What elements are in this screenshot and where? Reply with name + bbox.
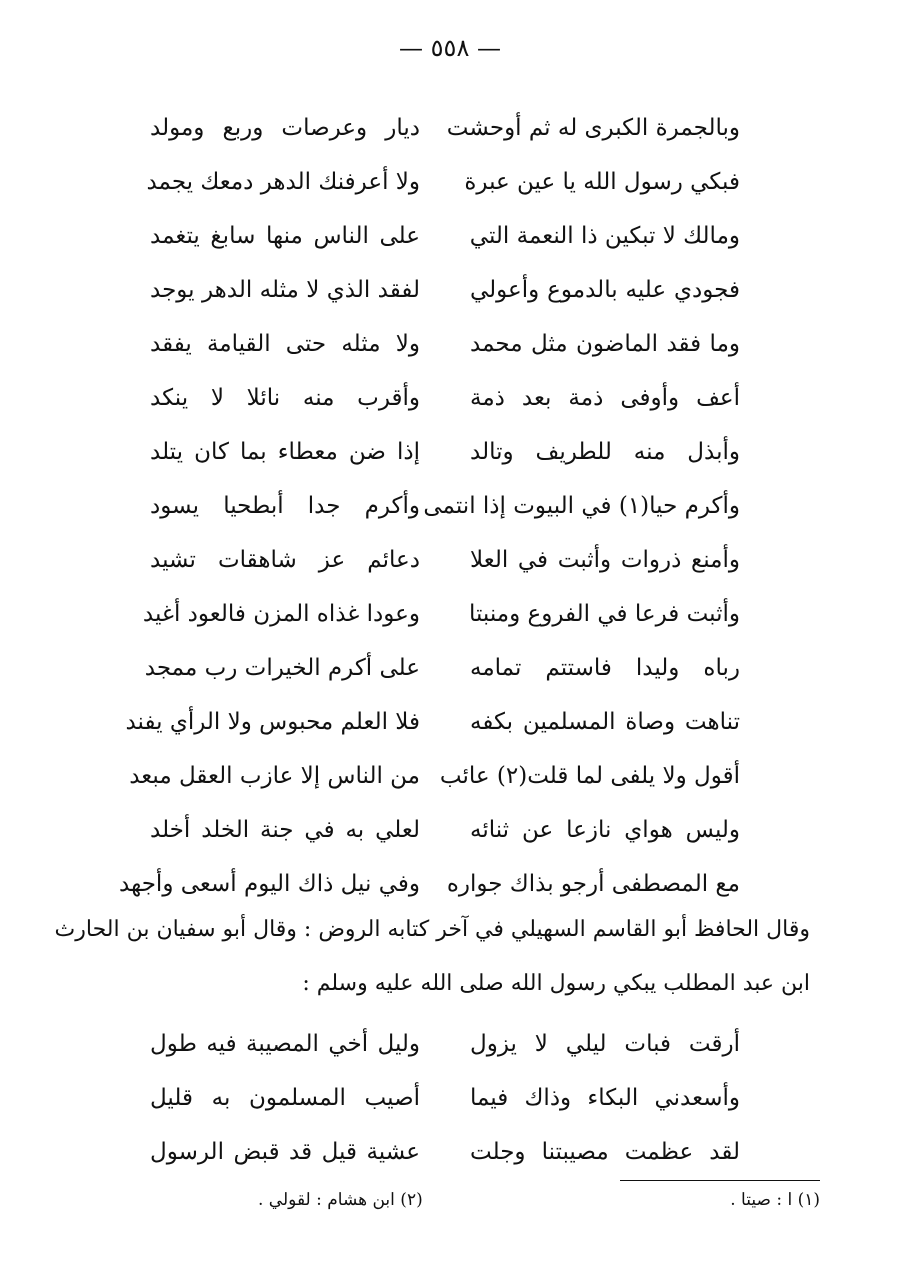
verse-second-hemistich: لعلي به في جنة الخلد أخلد <box>150 817 420 843</box>
verse <box>150 1022 740 1066</box>
verse-second-hemistich: من الناس إلا عازب العقل مبعد <box>129 763 420 789</box>
verse-first-hemistich: وأبذل منه للطريف وتالد <box>470 439 740 465</box>
verse-first-hemistich: تناهت وصاة المسلمين بكفه <box>470 709 740 735</box>
verse-first-hemistich: أرقت فبات ليلي لا يزول <box>470 1031 740 1057</box>
verse-second-hemistich: عشية قيل قد قبض الرسول <box>150 1139 420 1165</box>
verse-second-hemistich: على أكرم الخيرات رب ممجد <box>144 655 420 681</box>
verse <box>125 700 740 744</box>
verse-first-hemistich: ومالك لا تبكين ذا النعمة التي <box>469 223 740 249</box>
verse-second-hemistich: ولا أعرفنك الدهر دمعك يجمد <box>146 169 420 195</box>
verse-second-hemistich: فلا العلم محبوس ولا الرأي يفند <box>125 709 420 735</box>
verse <box>150 1130 740 1174</box>
verse <box>150 808 740 852</box>
verse-first-hemistich: وبالجمرة الكبرى له ثم أوحشت <box>446 115 740 141</box>
verse <box>150 538 740 582</box>
verse-first-hemistich: وأثبت فرعا في الفروع ومنبتا <box>468 601 740 627</box>
verse-second-hemistich: وأكرم جدا أبطحيا يسود <box>150 493 420 519</box>
verse-first-hemistich: لقد عظمت مصيبتنا وجلت <box>470 1139 740 1165</box>
verse <box>150 322 740 366</box>
verse-first-hemistich: رباه وليدا فاستتم تمامه <box>470 655 740 681</box>
verse <box>144 646 740 690</box>
verse-first-hemistich: وأمنع ذروات وأثبت في العلا <box>470 547 740 573</box>
footnote-2: (٢) ابن هشام : لقولي . <box>258 1190 423 1210</box>
verse <box>150 1076 740 1120</box>
verse-second-hemistich: وفي نيل ذاك اليوم أسعى وأجهد <box>119 871 420 897</box>
verse-second-hemistich: دعائم عز شاهقات تشيد <box>150 547 420 573</box>
verse-second-hemistich: لفقد الذي لا مثله الدهر يوجد <box>150 277 420 303</box>
verse-second-hemistich: وأقرب منه نائلا لا ينكد <box>150 385 420 411</box>
verse <box>150 268 740 312</box>
verse-second-hemistich: وعودا غذاه المزن فالعود أغيد <box>142 601 420 627</box>
footnote-separator <box>620 1180 820 1181</box>
prose-line: ابن عبد المطلب يبكي رسول الله صلى الله عليه وسلم : <box>302 971 810 996</box>
verse-first-hemistich: وأكرم حيا(١) في البيوت إذا انتمى <box>423 493 740 519</box>
verse <box>119 862 740 906</box>
verse <box>129 754 740 798</box>
verse-second-hemistich: إذا ضن معطاء بما كان يتلد <box>150 439 420 465</box>
verse <box>150 214 740 258</box>
verse <box>150 430 740 474</box>
verse-second-hemistich: ولا مثله حتى القيامة يفقد <box>150 331 420 357</box>
verse <box>146 160 740 204</box>
verse <box>150 376 740 420</box>
verse-second-hemistich: وليل أخي المصيبة فيه طول <box>150 1031 420 1057</box>
verse-second-hemistich: ديار وعرصات وربع ومولد <box>150 115 420 141</box>
footnote-1: (١) ا : صيتا . <box>730 1190 820 1210</box>
verse <box>142 592 740 636</box>
verse-first-hemistich: فبكي رسول الله يا عين عبرة <box>464 169 740 195</box>
verse-first-hemistich: فجودي عليه بالدموع وأعولي <box>470 277 740 303</box>
page-number: — ٥٥٨ — <box>399 34 501 62</box>
verse-first-hemistich: أقول ولا يلفى لما قلت(٢) عائب <box>439 763 740 789</box>
verse-first-hemistich: أعف وأوفى ذمة بعد ذمة <box>470 385 740 411</box>
verse <box>150 106 740 150</box>
verse-first-hemistich: وأسعدني البكاء وذاك فيما <box>470 1085 740 1111</box>
verse-second-hemistich: أصيب المسلمون به قليل <box>150 1085 420 1111</box>
verse-second-hemistich: على الناس منها سابغ يتغمد <box>150 223 420 249</box>
verse <box>150 484 740 528</box>
verse-first-hemistich: مع المصطفى أرجو بذاك جواره <box>446 871 740 897</box>
verse-first-hemistich: وما فقد الماضون مثل محمد <box>470 331 740 357</box>
verse-first-hemistich: وليس هواي نازعا عن ثنائه <box>470 817 740 843</box>
prose-line: وقال الحافظ أبو القاسم السهيلي في آخر كتابه الروض : وقال أبو سفيان بن الحارث <box>54 917 810 942</box>
